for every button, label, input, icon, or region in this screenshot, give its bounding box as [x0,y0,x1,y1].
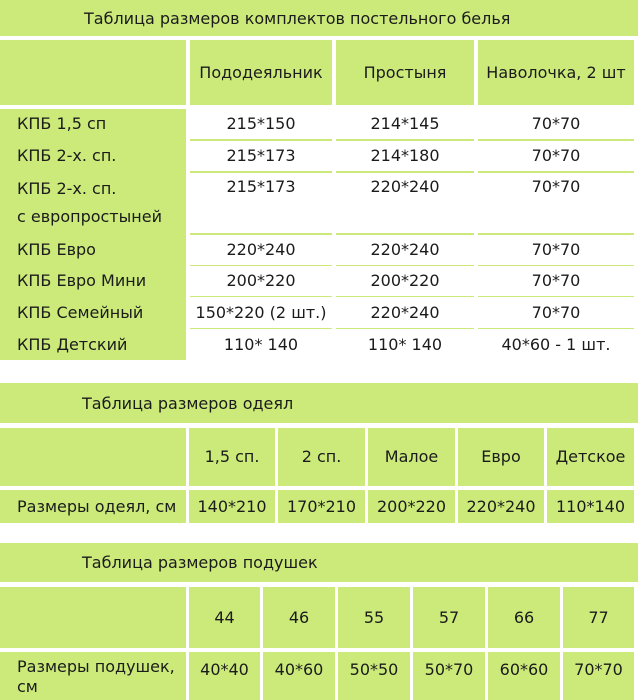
pillow-row-label-line: Размеры подушек, [17,657,175,676]
pillow-row-label [0,652,186,700]
bedding-row-label-line: КПБ 2-х. сп. [17,179,117,198]
bedding-row-label: КПБ Детский [17,334,128,354]
table-cell: 220*240 [336,235,474,265]
table-cell: 220*240 [466,496,536,516]
table-cell: 110* 140 [336,329,474,360]
bedding-table-title-text: Таблица размеров комплектов постельного белья [84,8,511,28]
table-cell: 70*70 [478,109,634,139]
table-cell: 215*173 [190,173,332,233]
table-cell: 214*180 [336,141,474,171]
table-cell: 40*60 [274,660,324,680]
table-cell: 200*220 [336,266,474,296]
pillows-table-title [82,543,582,582]
blankets-table-title-text: Таблица размеров одеял [82,393,294,413]
table-cell: 150*220 (2 шт.) [190,297,332,328]
table-cell: 70*70 [478,297,634,328]
table-cell: 214*145 [336,109,474,139]
table-cell: 220*240 [336,297,474,328]
table-cell: 200*220 [190,266,332,296]
table-cell: 70*70 [478,141,634,171]
divider [634,428,638,523]
table-cell: 40*40 [200,660,249,680]
bedding-row-label-line: с европростыней [17,207,162,226]
table-cell: 140*210 [197,496,267,516]
pillow-header: 77 [588,607,609,627]
table-cell: 50*50 [349,660,399,680]
table-cell: 50*70 [424,660,474,680]
blanket-header: Евро [481,447,521,467]
table-cell: 110* 140 [190,329,332,360]
table-cell: 60*60 [499,660,549,680]
table-cell: 70*70 [478,266,634,296]
bedding-row-label: КПБ Евро Мини [17,271,147,291]
bedding-row-label [0,173,186,233]
header-sheet: Простыня [363,62,447,82]
pillow-row-label-line: см [17,677,38,696]
header-pillowcase: Наволочка, 2 шт [486,62,626,82]
blankets-table-title [82,383,582,423]
bedding-table-title [84,0,634,36]
bedding-row-label: КПБ 1,5 сп [17,114,107,134]
bedding-row-label: КПБ 2-х. сп. [17,146,117,166]
pillow-header: 57 [438,607,460,627]
header-duvet: Пододеяльник [199,62,323,82]
bedding-row-label: КПБ Семейный [17,302,144,322]
table-cell: 70*70 [574,660,623,680]
blanket-row-label: Размеры одеял, см [17,496,177,516]
table-cell: 40*60 - 1 шт. [478,329,634,360]
blanket-header: 2 сп. [301,447,342,467]
table-cell: 200*220 [376,496,447,516]
table-cell: 215*150 [190,109,332,139]
divider [634,587,638,700]
pillows-table-title-text: Таблица размеров подушек [82,553,318,572]
divider [634,40,638,360]
table-cell: 110*140 [555,496,626,516]
table-cell: 220*240 [190,235,332,265]
pillow-header: 55 [363,607,385,627]
blanket-header: Малое [384,447,439,467]
bedding-row-label: КПБ Евро [17,240,96,260]
table-cell: 215*173 [190,141,332,171]
pillow-header: 66 [513,607,535,627]
blanket-header: 1,5 сп. [204,447,260,467]
table-cell: 170*210 [286,496,357,516]
pillow-header: 44 [214,607,235,627]
table-cell: 220*240 [336,173,474,233]
table-cell: 70*70 [478,235,634,265]
blanket-header: Детское [555,447,626,467]
table-cell: 70*70 [478,173,634,233]
pillow-header: 46 [288,607,310,627]
